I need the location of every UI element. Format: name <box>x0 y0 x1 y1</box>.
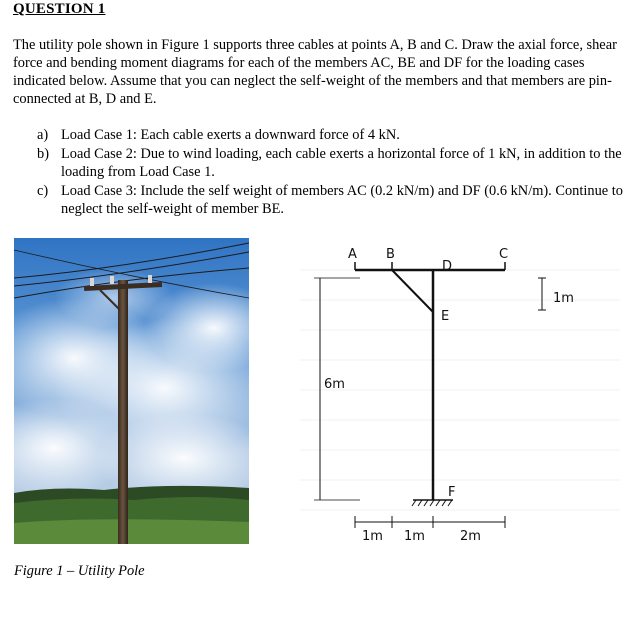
load-case-text: Load Case 1: Each cable exerts a downward force of 4 kN. <box>61 127 400 143</box>
label-arm-height: 1m <box>553 291 574 306</box>
member-be <box>392 270 433 312</box>
label-dim-1: 1m <box>362 529 383 544</box>
question-paragraph: The utility pole shown in Figure 1 supports three cables at points A, B and C. Draw the axial force, shear force and bending moment diagrams for each of the members AC, BE and DF for the loading cases indicated below. Assume that you can neglect the self-weight of the members and that members are pin-connected at B, D and E. <box>13 37 617 107</box>
load-case-label: a) <box>37 127 49 143</box>
question-heading: QUESTION 1 <box>13 1 106 17</box>
load-case-b <box>37 145 627 182</box>
utility-pole-photo <box>14 238 249 544</box>
label-a: A <box>348 247 357 262</box>
label-height: 6m <box>324 377 345 392</box>
load-case-text: Load Case 2: Due to wind loading, each cable exerts a horizontal force of 1 kN, in addition to the loading from Load Case 1. <box>61 145 622 180</box>
load-case-text: Load Case 3: Include the self weight of members AC (0.2 kN/m) and DF (0.6 kN/m). Continue to neglect the self-weight of member BE. <box>61 182 623 217</box>
load-case-c <box>37 182 627 219</box>
load-case-list <box>37 126 627 219</box>
load-case-label: c) <box>37 182 49 199</box>
label-b: B <box>386 247 395 262</box>
load-case-a <box>37 126 627 145</box>
figure-caption: Figure 1 – Utility Pole <box>14 563 145 579</box>
label-dim-3: 2m <box>460 529 481 544</box>
label-d: D <box>442 259 453 274</box>
structure-diagram <box>300 240 620 550</box>
label-f: F <box>448 485 456 500</box>
label-c: C <box>499 247 509 262</box>
label-e: E <box>441 309 450 324</box>
load-case-label: b) <box>37 145 49 162</box>
label-dim-2: 1m <box>404 529 425 544</box>
